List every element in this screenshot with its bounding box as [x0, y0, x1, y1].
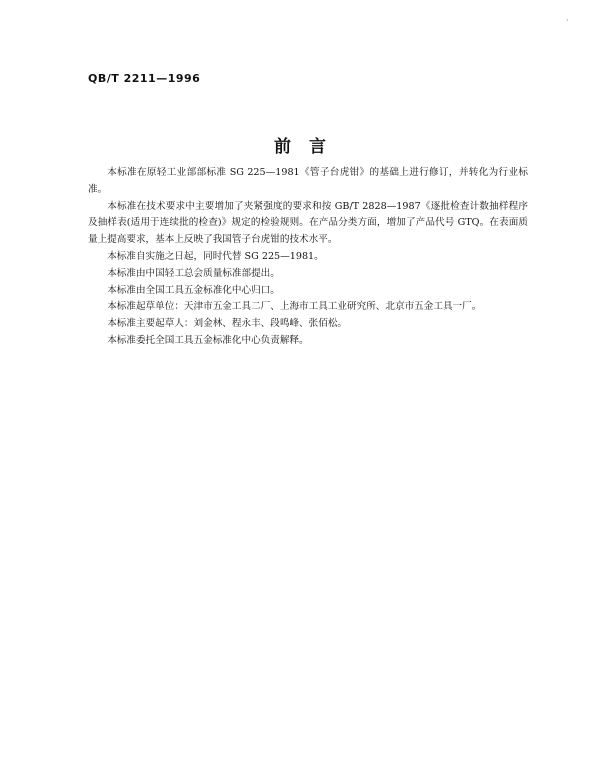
page-title: 前言: [274, 137, 344, 157]
standard-code: QB/T 2211—1996: [88, 72, 201, 85]
foreword-body: [88, 165, 528, 350]
paragraph-drafting-units: 本标准起草单位：天津市五金工具二厂、上海市工具工业研究所、北京市五金工具一厂。: [107, 301, 482, 313]
paragraph-interpretation: 本标准委托全国工具五金标准化中心负责解释。: [107, 334, 309, 346]
paragraph-administered-by: 本标准由全国工具五金标准化中心归口。: [107, 284, 280, 296]
paragraph-drafters: 本标准主要起草人：刘金林、程永丰、段鸣峰、张佰松。: [107, 318, 348, 330]
paragraph-technical-changes: 本标准在技术要求中主要增加了夹紧强度的要求和按 GB/T 2828—1987《逐批检查计数抽样程序及抽样表(适用于连续批的检查)》规定的检验规则。在产品分类方面，增加了产品代号 GTQ。在表面质量上提高要求，基本上反映了我国管子台虎钳的技术水平。: [88, 200, 528, 246]
paragraph-replacement: 本标准自实施之日起，同时代替 SG 225—1981。: [107, 250, 324, 262]
paragraph-proposed-by: 本标准由中国轻工总会质量标准部提出。: [107, 267, 280, 279]
paragraph-revision-basis: 本标准在原轻工业部部标准 SG 225—1981《管子台虎钳》的基础上进行修订，并转化为行业标准。: [88, 167, 528, 195]
corner-mark: ·: [566, 16, 569, 25]
